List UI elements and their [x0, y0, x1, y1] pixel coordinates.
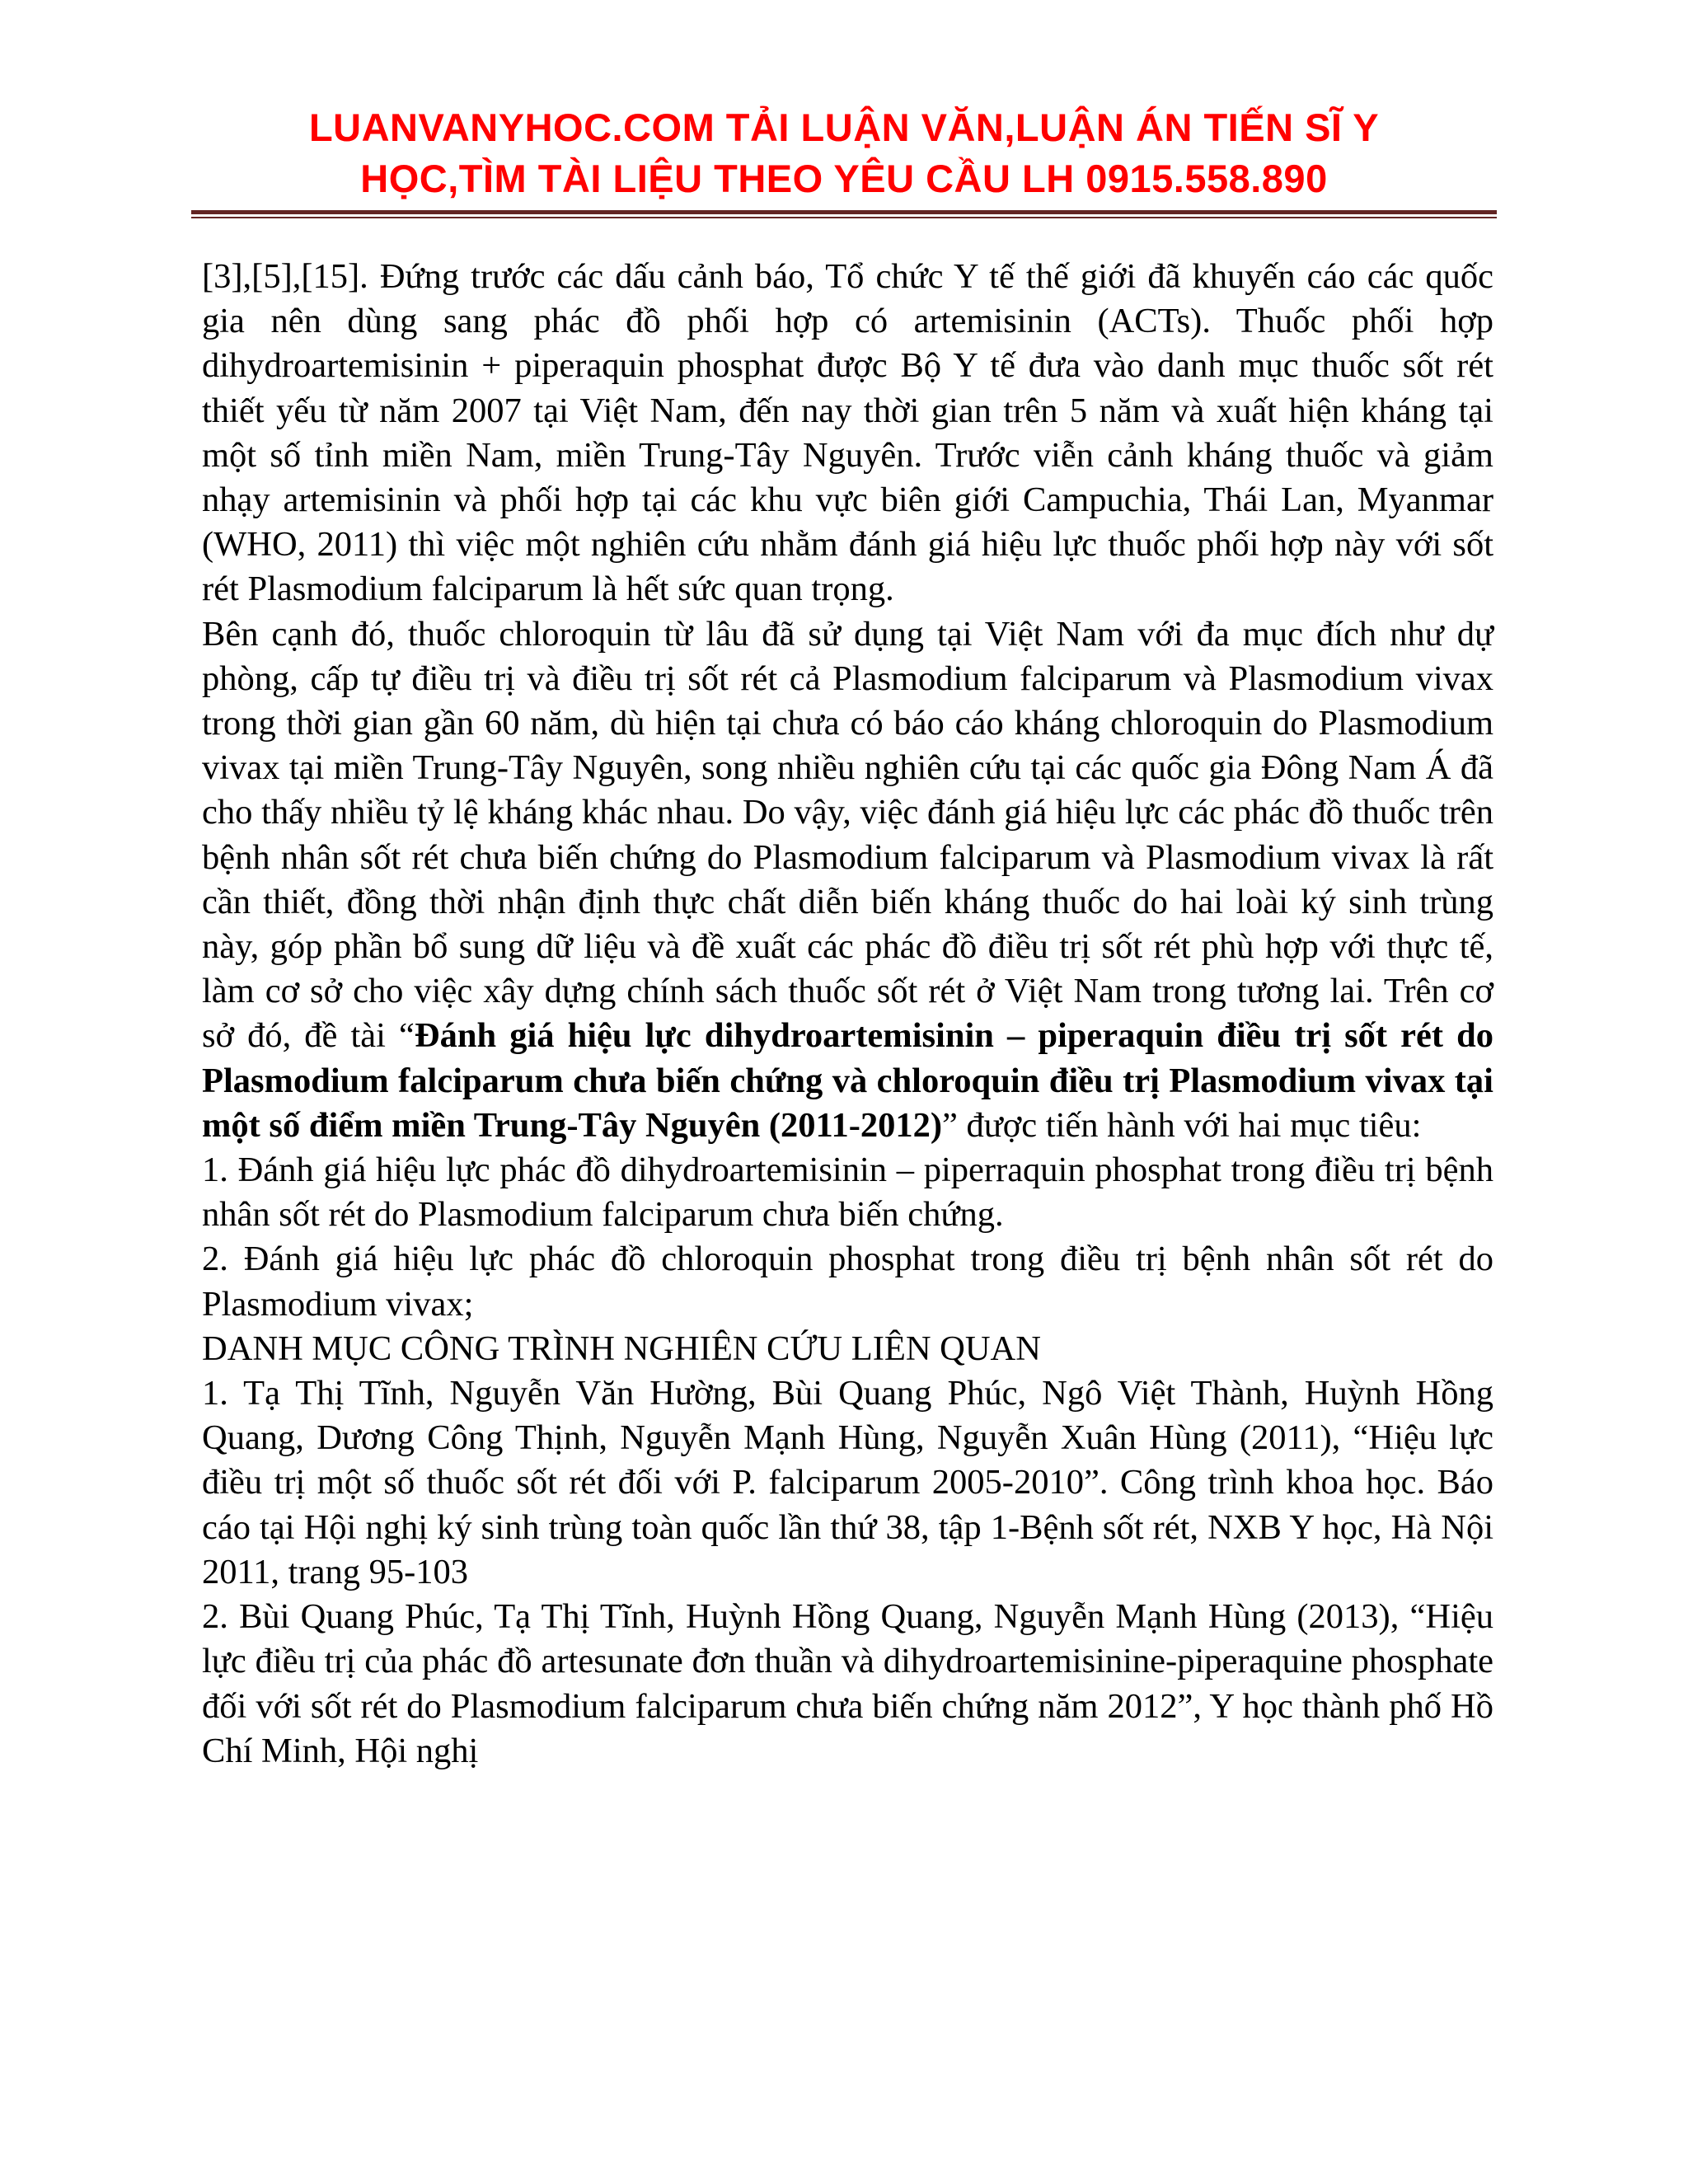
study-title: Đánh giá hiệu lực dihydroartemisinin – piperaquin điều trị sốt rét do Plasmodium falciparum chưa biến chứng và chloroquin điều trị Plasmodium vivax tại một số điểm miền Trung-Tây Nguyên (2011-2012) [202, 1016, 1493, 1145]
page-header [191, 102, 1497, 204]
paragraph-1: [3],[5],[15]. Đứng trước các dấu cảnh báo, Tổ chức Y tế thế giới đã khuyến cáo các quốc gia nên dùng sang phác đồ phối hợp có artemisinin (ACTs). Thuốc phối hợp dihydroartemisinin + piperaquin phosphat được Bộ Y tế đưa vào danh mục thuốc sốt rét thiết yếu từ năm 2007 tại Việt Nam, đến nay thời gian trên 5 năm và xuất hiện kháng tại một số tỉnh miền Nam, miền Trung-Tây Nguyên. Trước viễn cảnh kháng thuốc và giảm nhạy artemisinin và phối hợp tại các khu vực biên giới Campuchia, Thái Lan, Myanmar (WHO, 2011) thì việc một nghiên cứu nhằm đánh giá hiệu lực thuốc phối hợp này với sốt rét Plasmodium falciparum là hết sức quan trọng. [202, 257, 1493, 609]
paragraph-2 [202, 612, 1493, 1148]
document-body [202, 255, 1493, 1774]
header-rule-thick [191, 210, 1497, 214]
paragraph-2-tail: ” được tiến hành với hai mục tiêu: [942, 1105, 1422, 1145]
reference-1: 1. Tạ Thị Tĩnh, Nguyễn Văn Hường, Bùi Quang Phúc, Ngô Việt Thành, Huỳnh Hồng Quang, Dương Công Thịnh, Nguyễn Mạnh Hùng, Nguyễn Xuân Hùng (2011), “Hiệu lực điều trị một số thuốc sốt rét đối với P. falciparum 2005-2010”. Công trình khoa học. Báo cáo tại Hội nghị ký sinh trùng toàn quốc lần thứ 38, tập 1-Bệnh sốt rét, NXB Y học, Hà Nội 2011, trang 95-103 [202, 1374, 1493, 1591]
header-line-2: HỌC,TÌM TÀI LIỆU THEO YÊU CẦU LH 0915.558.890 [360, 157, 1328, 200]
objective-1: 1. Đánh giá hiệu lực phác đồ dihydroartemisinin – piperraquin phosphat trong điều trị bệnh nhân sốt rét do Plasmodium falciparum chưa biến chứng. [202, 1151, 1493, 1235]
header-rule-thin [191, 217, 1497, 218]
paragraph-2-text: Bên cạnh đó, thuốc chloroquin từ lâu đã sử dụng tại Việt Nam với đa mục đích như dự phòng, cấp tự điều trị và điều trị sốt rét cả Plasmodium falciparum và Plasmodium vivax trong thời gian gần 60 năm, dù hiện tại chưa có báo cáo kháng chloroquin do Plasmodium vivax tại miền Trung-Tây Nguyên, song nhiều nghiên cứu tại các quốc gia Đông Nam Á đã cho thấy nhiều tỷ lệ kháng khác nhau. Do vậy, việc đánh giá hiệu lực các phác đồ thuốc trên bệnh nhân sốt rét chưa biến chứng do Plasmodium falciparum và Plasmodium vivax là rất cần thiết, đồng thời nhận định thực chất diễn biến kháng thuốc do hai loài ký sinh trùng này, góp phần bổ sung dữ liệu và đề xuất các phác đồ điều trị sốt rét phù hợp với thực tế, làm cơ sở cho việc xây dựng chính sách thuốc sốt rét ở Việt Nam trong tương lai. Trên cơ sở đó, đề tài “ [202, 614, 1493, 1056]
section-heading: DANH MỤC CÔNG TRÌNH NGHIÊN CỨU LIÊN QUAN [202, 1329, 1041, 1368]
reference-2: 2. Bùi Quang Phúc, Tạ Thị Tĩnh, Huỳnh Hồng Quang, Nguyễn Mạnh Hùng (2013), “Hiệu lực điều trị của phác đồ artesunate đơn thuần và dihydroartemisinine-piperaquine phosphate đối với sốt rét do Plasmodium falciparum chưa biến chứng năm 2012”, Y học thành phố Hồ Chí Minh, Hội nghị [202, 1597, 1493, 1770]
header-line-1: LUANVANYHOC.COM TẢI LUẬN VĂN,LUẬN ÁN TIẾN SĨ Y [308, 105, 1380, 149]
objective-2: 2. Đánh giá hiệu lực phác đồ chloroquin phosphat trong điều trị bệnh nhân sốt rét do Plasmodium vivax; [202, 1240, 1493, 1324]
